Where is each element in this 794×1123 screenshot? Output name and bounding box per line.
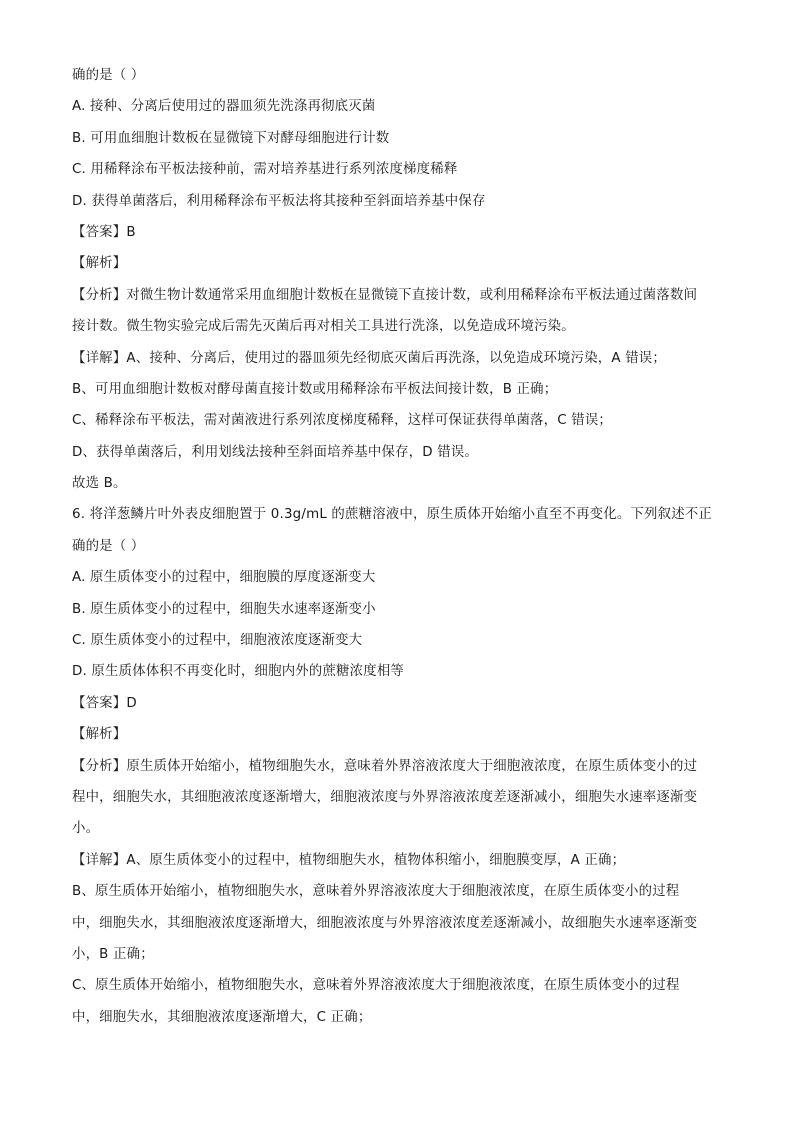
q5-option-c: C. 用稀释涂布平板法接种前，需对培养基进行系列浓度梯度稀释 [72,162,458,178]
q5-xiangjie-line-1: 【详解】A、接种、分离后，使用过的器皿须先经彻底灭菌后再洗涤，以免造成环境污染，A 错误； [72,350,666,366]
q6-option-c: C. 原生质体变小的过程中，细胞液浓度逐渐变大 [72,633,363,649]
q5-option-b: B. 可用血细胞计数板在显微镜下对酵母细胞进行计数 [72,130,390,146]
q6-stem-line-1: 6. 将洋葱鳞片叶外表皮细胞置于 0.3g/mL 的蔗糖溶液中，原生质体开始缩小直至不再变化。下列叙述不正 [72,507,712,523]
q6-xiangjie-line-1: 【详解】A、原生质体变小的过程中，植物细胞失水，植物体积缩小，细胞膜变厚，A 正确； [72,852,626,868]
q6-xiangjie-line-5: C、原生质体开始缩小，植物细胞失水，意味着外界溶液浓度大于细胞液浓度，在原生质体变小的过程 [72,978,680,994]
q5-xiangjie-line-2: B、可用血细胞计数板对酵母菌直接计数或用稀释涂布平板法间接计数，B 正确； [72,381,558,397]
q6-xiangjie-line-4: 小，B 正确； [72,946,154,962]
q6-option-a: A. 原生质体变小的过程中，细胞膜的厚度逐渐变大 [72,570,376,586]
q5-conclusion: 故选 B。 [72,476,127,492]
q6-stem-line-2: 确的是（ ） [72,538,145,554]
q6-xiangjie-line-2: B、原生质体开始缩小，植物细胞失水，意味着外界溶液浓度大于细胞液浓度，在原生质体变小的过程 [72,884,680,900]
q5-fenxi-line-1: 【分析】对微生物计数通常采用血细胞计数板在显微镜下直接计数，或利用稀释涂布平板法通过菌落数间 [72,287,698,303]
q6-fenxi-line-3: 小。 [72,821,100,837]
q5-stem-tail: 确的是（ ） [72,68,145,83]
q6-answer: 【答案】D [72,695,137,711]
q6-fenxi-line-2: 程中，细胞失水，其细胞液浓度逐渐增大，细胞液浓度与外界溶液浓度差逐渐减小，细胞失水速率逐渐变 [72,789,698,805]
q6-xiangjie-line-3: 中，细胞失水，其细胞液浓度逐渐增大，细胞液浓度与外界溶液浓度差逐渐减小，故细胞失水速率逐渐变 [72,915,698,931]
q5-option-d: D. 获得单菌落后，利用稀释涂布平板法将其接种至斜面培养基中保存 [72,193,486,209]
q5-xiangjie-line-4: D、获得单菌落后，利用划线法接种至斜面培养基中保存，D 错误。 [72,444,479,460]
q6-xiangjie-line-6: 中，细胞失水，其细胞液浓度逐渐增大，C 正确； [72,1009,372,1025]
document-page [72,60,732,1033]
q5-option-a: A. 接种、分离后使用过的器皿须先洗涤再彻底灭菌 [72,99,376,115]
q5-analysis-heading: 【解析】 [72,256,127,272]
q5-xiangjie-line-3: C、稀释涂布平板法，需对菌液进行系列浓度梯度稀释，这样可保证获得单菌落，C 错误； [72,413,612,429]
q5-fenxi-line-2: 接计数。微生物实验完成后需先灭菌后再对相关工具进行洗涤，以免造成环境污染。 [72,319,575,335]
q6-option-d: D. 原生质体体积不再变化时，细胞内外的蔗糖浓度相等 [72,664,405,680]
q6-fenxi-line-1: 【分析】原生质体开始缩小，植物细胞失水，意味着外界溶液浓度大于细胞液浓度，在原生质体变小的过 [72,758,698,774]
q6-option-b: B. 原生质体变小的过程中，细胞失水速率逐渐变小 [72,601,376,617]
q5-answer: 【答案】B [72,224,136,240]
q6-analysis-heading: 【解析】 [72,727,127,743]
